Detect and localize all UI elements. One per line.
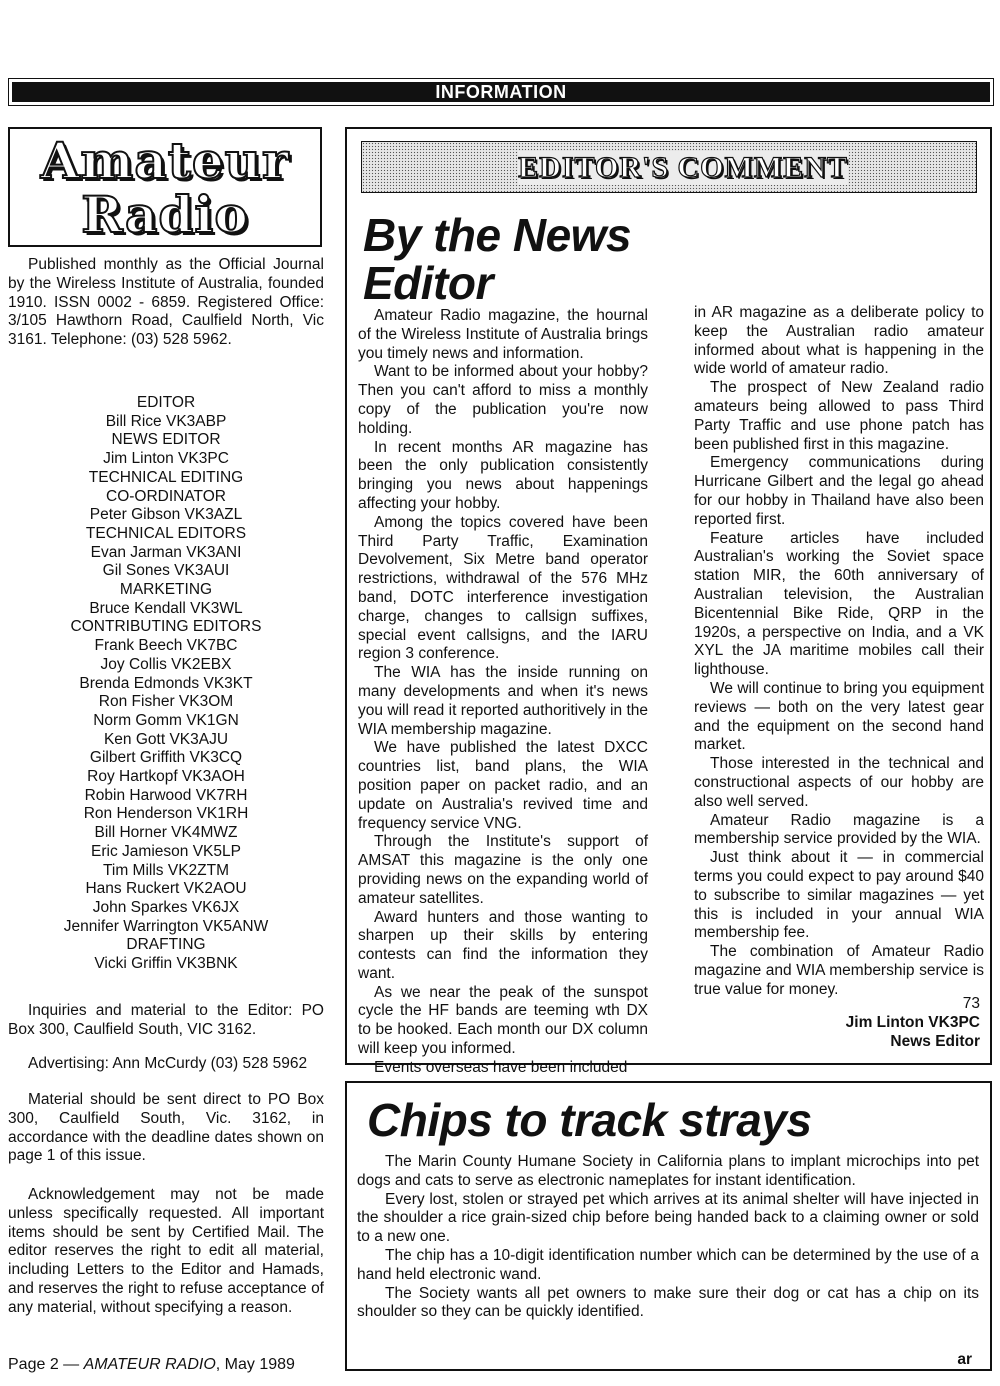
staff-line: Evan Jarman VK3ANI — [90, 543, 242, 561]
staff-line: Norm Gomm VK1GN — [93, 711, 239, 729]
editors-comment-box — [345, 127, 992, 1076]
paragraph: The chip has a 10-digit identification number which can be determined by the use of a hand held electronic wand. — [357, 1246, 979, 1283]
article-column-b — [694, 304, 984, 999]
chips-body — [357, 1153, 979, 1322]
staff-line: Peter Gibson VK3AZL — [89, 506, 243, 524]
staff-line: Roy Hartkopf VK3AOH — [87, 768, 245, 786]
footer-prefix: Page 2 — — [8, 1356, 84, 1373]
paragraph: The combination of Amateur Radio magazine and WIA membership service is true value for money. — [694, 943, 984, 998]
paragraph: Award hunters and those wanting to sharpen up their skills by entering contests can find the information they want. — [358, 908, 648, 982]
logo-line2: Radio — [81, 185, 249, 244]
staff-line: Brenda Edmonds VK3KT — [79, 674, 253, 692]
paragraph: The prospect of New Zealand radio amateurs being allowed to pass Third Party Traffic and use phone patch has been published first in this magazine. — [694, 379, 984, 453]
staff-line: Robin Harwood VK7RH — [84, 786, 248, 804]
editors-comment-title: EDITOR'S COMMENT — [518, 151, 848, 184]
staff-line: DRAFTING — [126, 936, 206, 954]
paragraph: Those interested in the technical and constructional aspects of our hobby are also well served. — [694, 755, 984, 810]
staff-line: MARKETING — [119, 581, 213, 599]
paragraph: We will continue to bring you equipment reviews — both on the very latest gear and the equipment on the second hand market. — [694, 679, 984, 754]
staff-line: Ron Fisher VK3OM — [98, 693, 234, 711]
staff-line: Gilbert Griffith VK3CQ — [89, 749, 243, 767]
paragraph: Emergency communications during Hurricane Gilbert and the legal go ahead for our hobby in Thailand have also been reported first. — [694, 454, 984, 528]
publication-info: Published monthly as the Official Journal by the Wireless Institute of Australia, founded 1910. ISSN 0002 - 6859. Registered Office: 3/105 Hawthorn Road, Caulfield North, Vic 3161. Telephone: (03) 528 5962. — [8, 256, 324, 349]
signoff-code: 73 — [962, 995, 980, 1012]
paragraph: We have published the latest DXCC countries list, band plans, the WIA position paper on packet radio, and an update on Australia's revived time and frequency service VNG. — [358, 739, 648, 832]
staff-line: Vicki Griffin VK3BNK — [94, 955, 238, 973]
chips-headline: Chips to track strays — [367, 1094, 812, 1146]
section-banner-label: INFORMATION — [12, 82, 990, 102]
paragraph-continuation: in AR magazine as a deliberate policy to keep the Australian radio amateur informed about what is happening in the wide world of amateur radio. — [694, 304, 984, 378]
advertising-text: Advertising: Ann McCurdy (03) 528 5962 — [28, 1055, 308, 1072]
paragraph: In recent months AR magazine has been the only publication consistently bringing you news about happenings affecting your hobby. — [358, 438, 648, 512]
acknowledgement-text: Acknowledgement may not be made unless specifically requested. All important items should be sent by Certified Mail. The editor reserves the right to edit all material, including Letters to the Editor and Hamads, and reserves the right to refuse acceptance of any material, without specifying a reason. — [8, 1186, 324, 1316]
paragraph: Just think about it — in commercial terms you could expect to pay around $40 to subscribe to similar magazines — yet this is included in your annual WIA membership fee. — [694, 849, 984, 942]
chips-article-box — [345, 1081, 992, 1371]
paragraph: The WIA has the inside running on many developments and when it's news you will read it reported authoritively in the WIA membership magazine. — [358, 664, 648, 738]
staff-line: CONTRIBUTING EDITORS — [70, 618, 262, 636]
staff-line: Bill Rice VK3ABP — [105, 412, 227, 430]
staff-line: CO-ORDINATOR — [106, 487, 226, 505]
paragraph: Feature articles have included Australian's working the Soviet space station MIR, the 60th anniversary of Australian television, the Australian Bicentennial Bike Ride, QRP in the 1920s, a perspective on India, and a VK XYL the JA maritime mobiles call their lighthouse. — [694, 529, 984, 679]
staff-line: TECHNICAL EDITORS — [85, 524, 247, 542]
staff-line: Tim Mills VK2ZTM — [103, 861, 229, 879]
paragraph: Every lost, stolen or strayed pet which arrives at its animal shelter will have injected in the shoulder a rice grain-sized chip before being handed back to a claiming owner or sold to a new one. — [357, 1190, 979, 1246]
section-banner — [8, 78, 994, 106]
staff-line: Frank Beech VK7BC — [94, 637, 238, 655]
paragraph: Amateur Radio magazine is a membership service provided by the WIA. — [694, 811, 984, 848]
paragraph: Want to be informed about your hobby? Then you can't afford to miss a monthly copy of the publication you're now holding. — [358, 363, 648, 437]
article-column-a — [358, 307, 648, 1078]
inquiries-text: Inquiries and material to the Editor: PO Box 300, Caulfield South, VIC 3162. — [8, 1002, 324, 1038]
staff-line: John Sparkes VK6JX — [92, 898, 240, 916]
staff-line: Jennifer Warrington VK5ANW — [63, 917, 269, 935]
staff-line: Bill Horner VK4MWZ — [94, 824, 238, 842]
paragraph: Among the topics covered have been Third Party Traffic, Examination Devolvement, Six Metre band operator restrictions, withdrawal of the 576 MHz band, DOTC interference investigation charge, changes to callsign suffixes, special event callsigns, and the IARU region 3 conference. — [358, 513, 648, 663]
staff-line: Bruce Kendall VK3WL — [89, 599, 243, 617]
footer-magazine: AMATEUR RADIO — [83, 1356, 216, 1373]
paragraph: Through the Institute's support of AMSAT this magazine is the only one providing news on the expanding world of amateur satellites. — [358, 833, 648, 907]
editors-comment-header — [361, 141, 977, 193]
staff-line: NEWS EDITOR — [111, 431, 221, 449]
material-text: Material should be sent direct to PO Box 300, Caulfield South, Vic. 3162, in accordance with the deadline dates shown on page 1 of this issue. — [8, 1091, 324, 1165]
article-headline: By the News Editor — [363, 209, 632, 309]
page-footer — [8, 1356, 295, 1374]
paragraph: Events overseas have been included — [374, 1058, 628, 1076]
staff-line: Eric Jamieson VK5LP — [91, 842, 241, 860]
staff-list — [8, 394, 324, 974]
staff-line: Jim Linton VK3PC — [103, 450, 229, 468]
paragraph: Amateur Radio magazine, the hournal of the Wireless Institute of Australia brings you timely news and information. — [358, 307, 648, 362]
staff-line: EDITOR — [136, 394, 196, 411]
staff-line: Gil Sones VK3AUI — [102, 562, 230, 580]
staff-line: Joy Collis VK2EBX — [100, 655, 232, 673]
signoff-title: News Editor — [890, 1032, 980, 1050]
masthead-logo — [8, 127, 322, 247]
signoff-name: Jim Linton VK3PC — [845, 1013, 980, 1031]
footer-suffix: , May 1989 — [215, 1356, 295, 1373]
staff-line: Ron Henderson VK1RH — [83, 805, 249, 823]
editor-signoff — [846, 995, 980, 1051]
paragraph: The Society wants all pet owners to make sure their dog or cat has a chip on its shoulder so they can be quickly identified. — [357, 1284, 979, 1321]
logo-line1: Amateur — [40, 131, 290, 190]
paragraph: As we near the peak of the sunspot cycle the HF bands are teeming wth DX to be hooked. Each month our DX column will keep you informed. — [358, 983, 648, 1058]
chips-signoff: ar — [957, 1351, 972, 1368]
staff-line: Hans Ruckert VK2AOU — [85, 880, 247, 898]
paragraph: The Marin County Humane Society in California plans to implant microchips into pet dogs and cats to serve as electronic nameplates for instant identification. — [357, 1153, 979, 1189]
staff-line: Ken Gott VK3AJU — [103, 730, 229, 748]
staff-line: TECHNICAL EDITING — [88, 468, 244, 486]
